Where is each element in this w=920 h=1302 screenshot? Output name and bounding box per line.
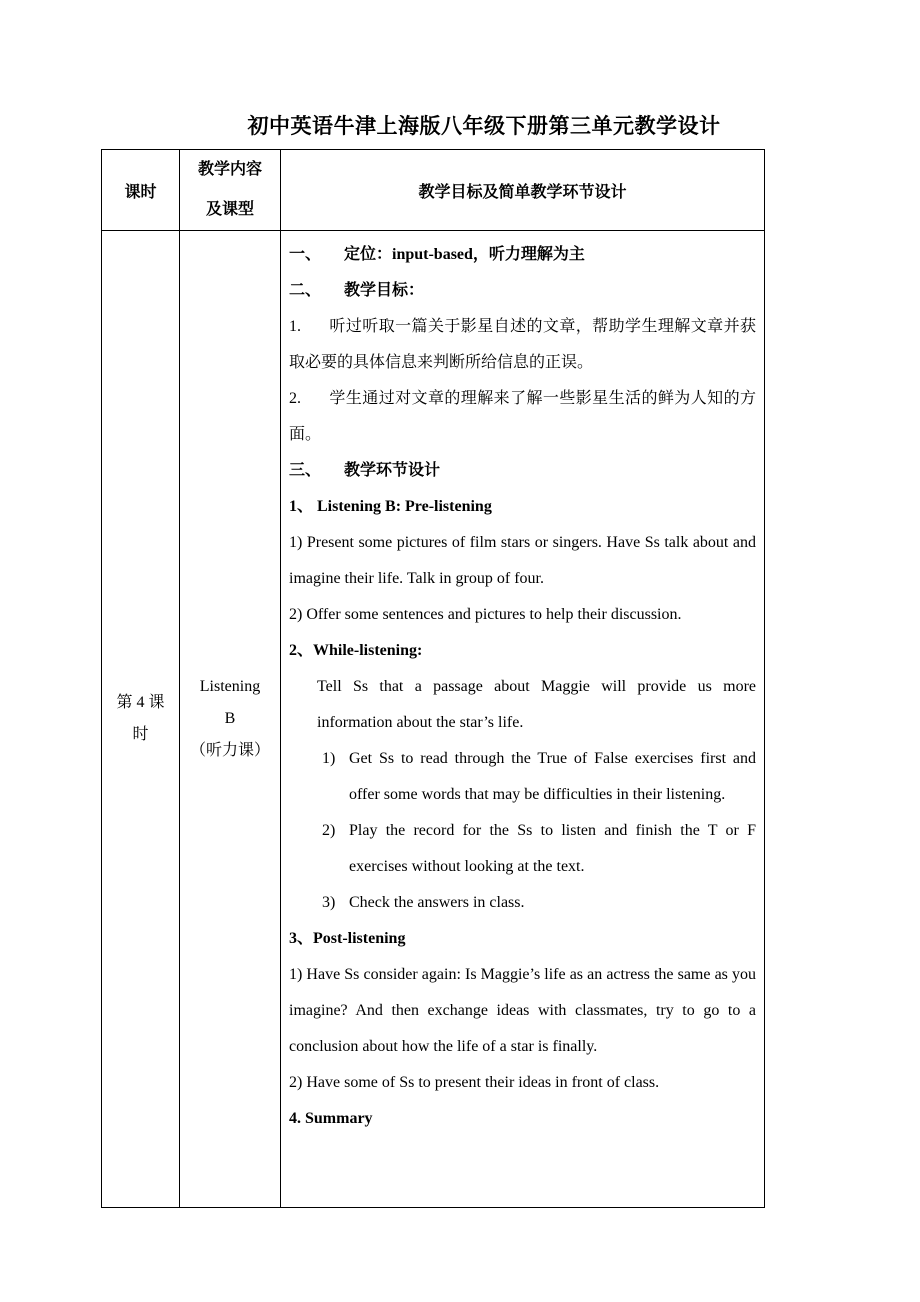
header-content-line1: 教学内容 (197, 161, 262, 178)
section-positioning: 一、 定位：input-based，听力理解为主 (289, 246, 585, 263)
content-line2: B (224, 710, 236, 727)
table-row (102, 231, 765, 1208)
step2-heading: 2、While-listening: (289, 642, 423, 659)
step2-item-1: 1) Get Ss to read through the True of False exercises first and offer some words that may be difficulties in their listening. (322, 750, 756, 803)
objective-2: 2. 学生通过对文章的理解来了解一些影星生活的鲜为人知的方面。 (289, 390, 756, 443)
content-type-cell (180, 231, 281, 1208)
step3-item-a: 1) Have Ss consider again: Is Maggie’s life as an actress the same as you imagine? And then exchange ideas with classmates, try to go to a conclusion about how the life of a star is finally. (289, 966, 756, 1055)
step1-item-b: 2) Offer some sentences and pictures to help their discussion. (289, 606, 682, 623)
period-line2: 时 (132, 726, 149, 743)
step3-heading: 3、Post-listening (289, 930, 406, 947)
content-line1: Listening (199, 678, 261, 695)
step1-heading: 1、 Listening B: Pre-listening (289, 498, 492, 515)
objectives-cell (281, 231, 765, 1208)
lesson-plan-table (101, 149, 765, 1208)
section-steps: 三、 教学环节设计 (289, 462, 441, 479)
table-header-row (102, 150, 765, 231)
step2-item-2: 2) Play the record for the Ss to listen and finish the T or F exercises without looking at the text. (322, 822, 756, 875)
objective-1: 1. 听过听取一篇关于影星自述的文章，帮助学生理解文章并获取必要的具体信息来判断所给信息的正误。 (289, 318, 756, 371)
step1-item-a: 1) Present some pictures of film stars or singers. Have Ss talk about and imagine their life. Talk in group of four. (289, 534, 756, 587)
period-line1: 第 4 课 (116, 694, 165, 711)
step2-intro: Tell Ss that a passage about Maggie will provide us more information about the star’s life. (317, 678, 756, 731)
period-cell (102, 231, 180, 1208)
header-objectives: 教学目标及简单教学环节设计 (281, 150, 765, 231)
header-content-line2: 及课型 (205, 201, 254, 218)
step4-heading: 4. Summary (289, 1110, 373, 1127)
step3-item-b: 2) Have some of Ss to present their ideas in front of class. (289, 1074, 660, 1091)
header-period: 课时 (102, 150, 180, 231)
content-line3: （听力课） (189, 742, 270, 759)
header-content (180, 150, 281, 231)
document-title: 初中英语牛津上海版八年级下册第三单元教学设计 (247, 114, 721, 138)
section-objectives: 二、 教学目标： (289, 282, 425, 299)
step2-item-3: 3) Check the answers in class. (322, 894, 525, 911)
